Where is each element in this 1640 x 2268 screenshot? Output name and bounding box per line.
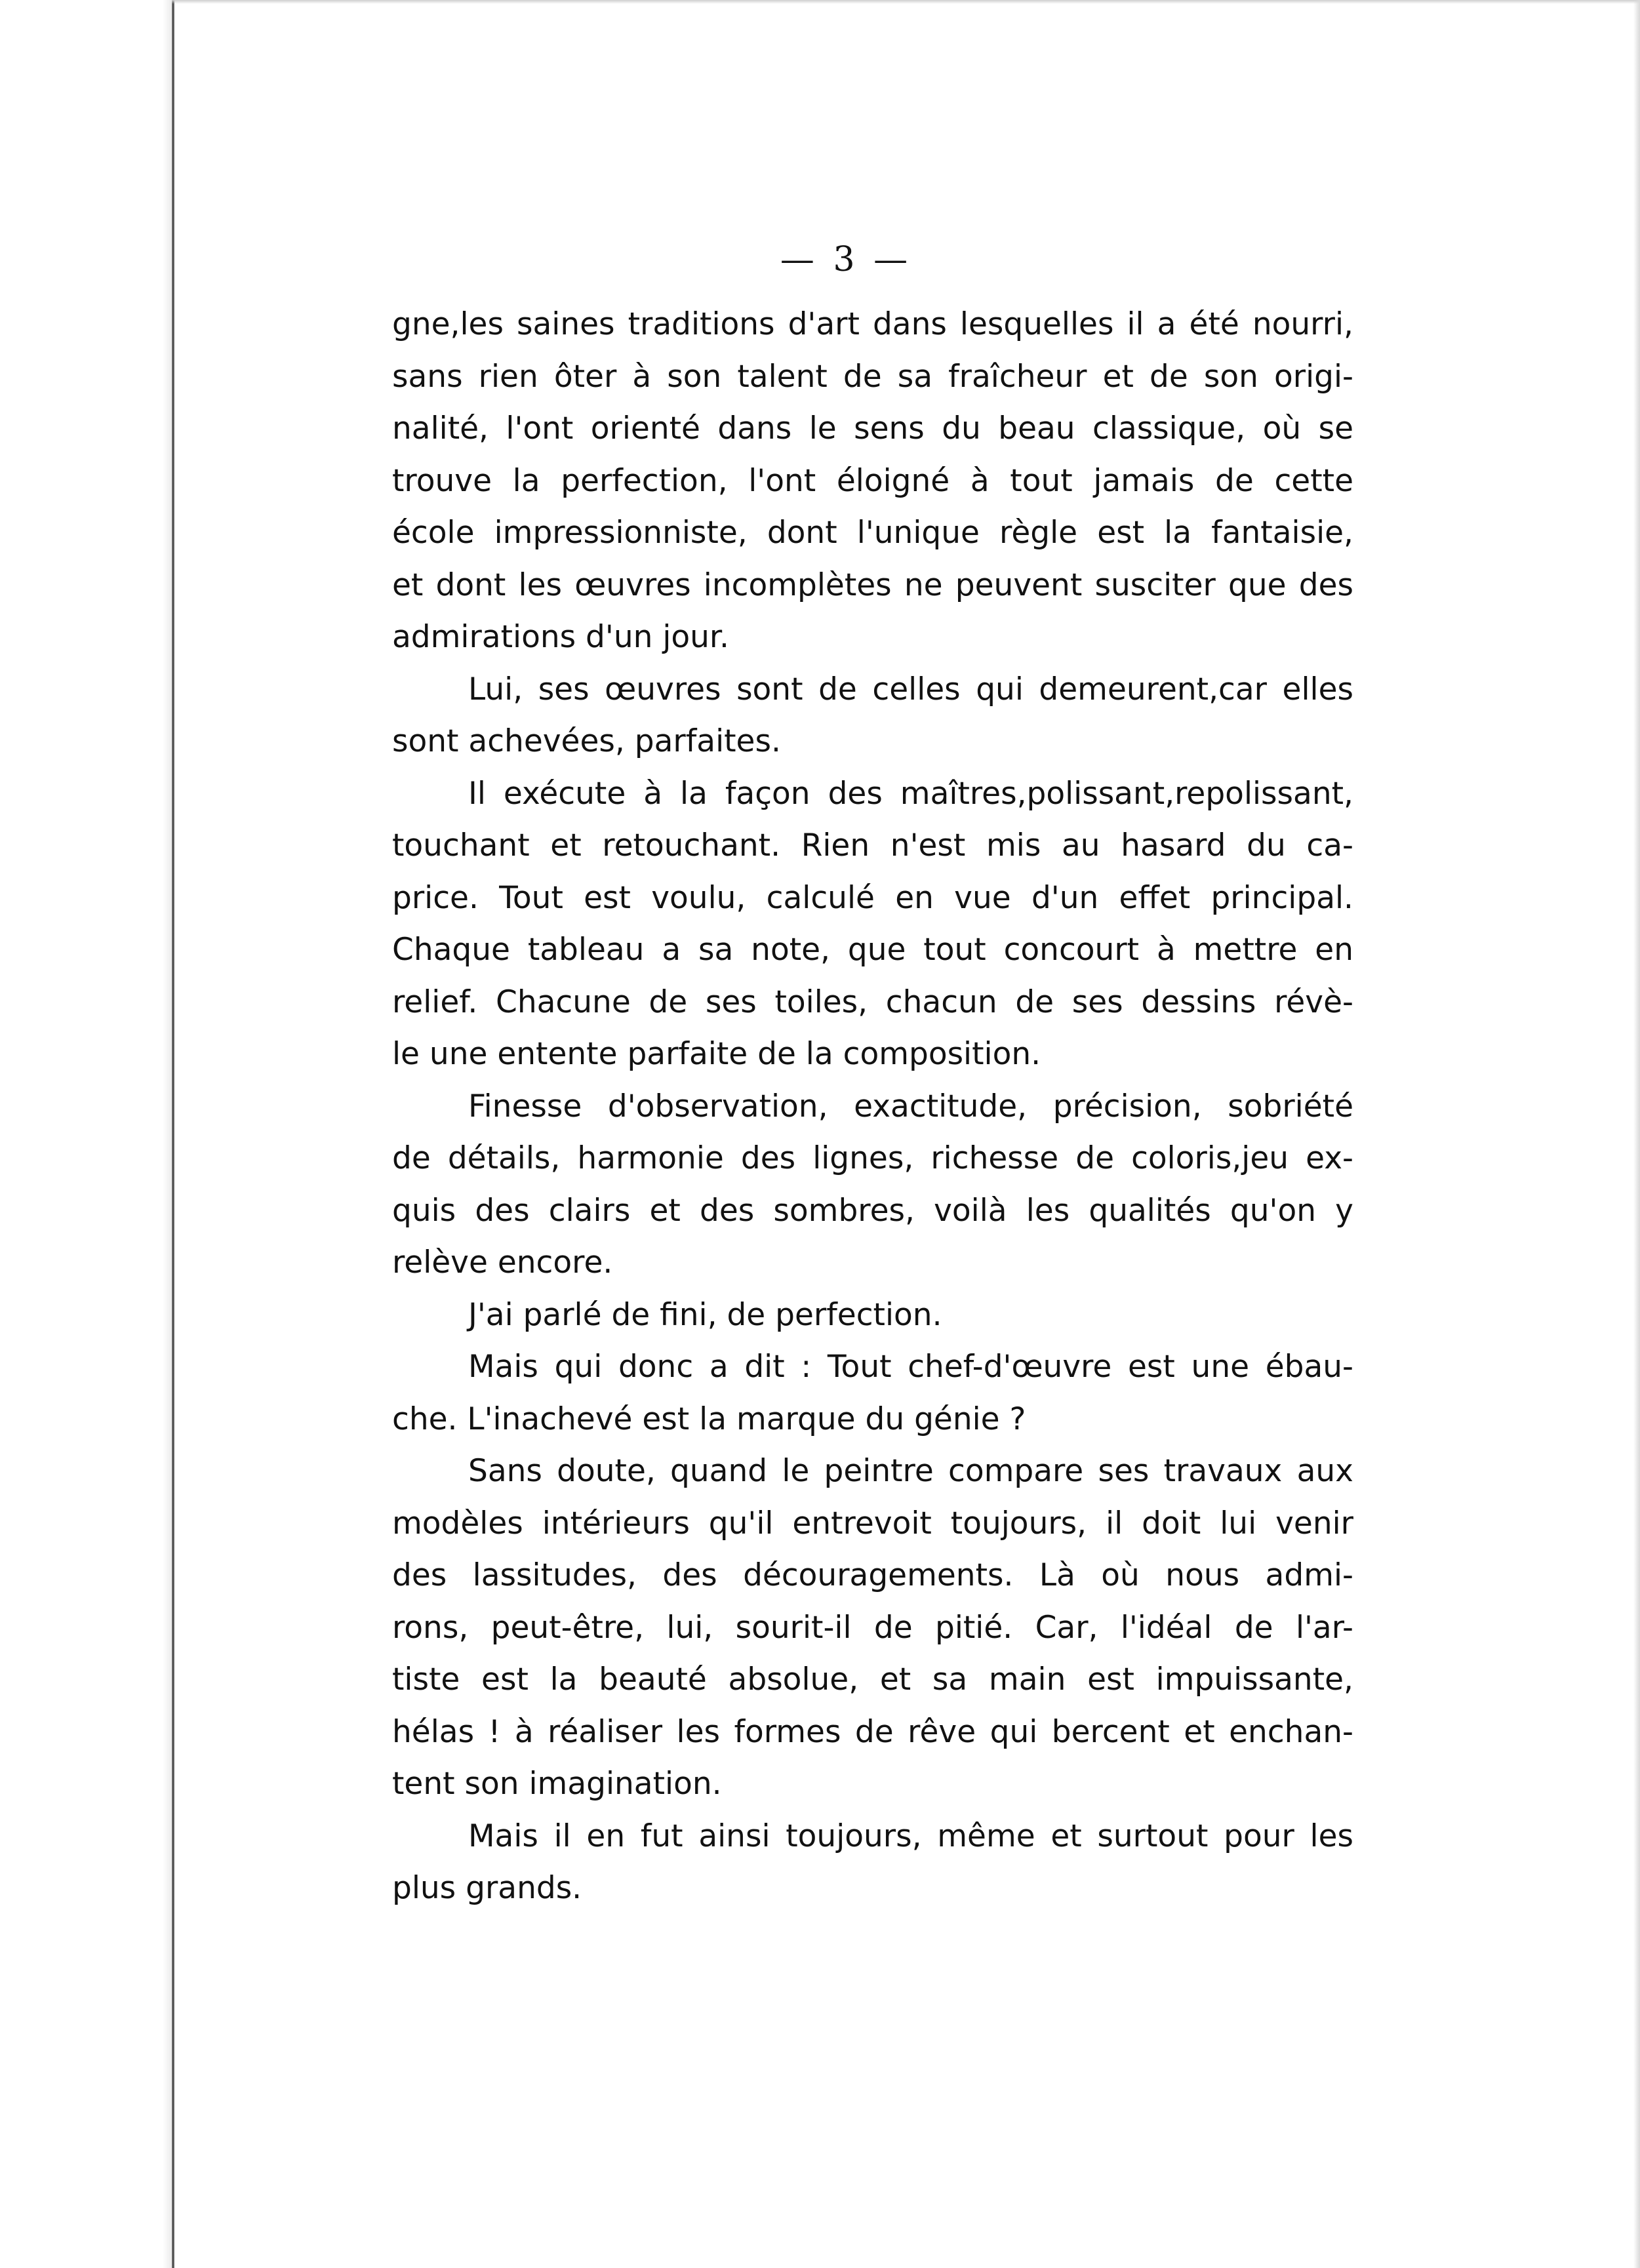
- text-line: Lui, ses œuvres sont de celles qui demeurent,car elles: [468, 671, 1353, 707]
- body-text: [392, 298, 1353, 1915]
- paragraph: [392, 298, 1353, 664]
- right-page-edge: [1633, 0, 1640, 2268]
- text-line: rons, peut-être, lui, sourit-il de pitié. Car, l'idéal de l'ar-: [392, 1609, 1353, 1646]
- text-line: tent son imagination.: [392, 1766, 722, 1802]
- binding-shadow: [163, 0, 172, 2268]
- binding-edge: [172, 0, 174, 2268]
- text-line: Sans doute, quand le peintre compare ses travaux aux: [468, 1453, 1353, 1489]
- text-line: relève encore.: [392, 1244, 613, 1281]
- paragraph: [392, 1289, 1353, 1342]
- text-line: Finesse d'observation, exactitude, précision, sobriété: [468, 1088, 1353, 1124]
- text-line: price. Tout est voulu, calculé en vue d'un effet principal.: [392, 879, 1353, 916]
- text-line: nalité, l'ont orienté dans le sens du beau classique, où se: [392, 410, 1353, 447]
- text-line: Il exécute à la façon des maîtres,polissant,repolissant,: [468, 775, 1353, 812]
- paragraph: [392, 1810, 1353, 1915]
- text-line: le une entente parfaite de la composition.: [392, 1036, 1041, 1072]
- text-line: Chaque tableau a sa note, que tout concourt à mettre en: [392, 932, 1353, 968]
- paragraph: [392, 664, 1353, 768]
- paragraph: [392, 1081, 1353, 1289]
- text-line: modèles intérieurs qu'il entrevoit toujours, il doit lui venir: [392, 1505, 1353, 1542]
- paragraph: [392, 1445, 1353, 1810]
- text-line: J'ai parlé de fini, de perfection.: [468, 1296, 942, 1333]
- page-number: — 3 —: [780, 240, 912, 279]
- text-line: admirations d'un jour.: [392, 619, 729, 655]
- text-line: de détails, harmonie des lignes, richesse de coloris,jeu ex-: [392, 1140, 1353, 1176]
- text-line: école impressionniste, dont l'unique règle est la fantaisie,: [392, 515, 1353, 551]
- text-line: relief. Chacune de ses toiles, chacun de ses dessins révè-: [392, 984, 1353, 1020]
- text-line: sont achevées, parfaites.: [392, 723, 781, 759]
- text-line: tiste est la beauté absolue, et sa main est impuissante,: [392, 1661, 1353, 1698]
- text-line: touchant et retouchant. Rien n'est mis au hasard du ca-: [392, 827, 1353, 864]
- text-line: trouve la perfection, l'ont éloigné à tout jamais de cette: [392, 462, 1353, 499]
- text-line: sans rien ôter à son talent de sa fraîcheur et de son origi-: [392, 358, 1353, 395]
- text-line: quis des clairs et des sombres, voilà les qualités qu'on y: [392, 1192, 1353, 1229]
- text-line: hélas ! à réaliser les formes de rêve qui bercent et enchan-: [392, 1713, 1353, 1750]
- text-line: et dont les œuvres incomplètes ne peuvent susciter que des: [392, 567, 1353, 603]
- paragraph: [392, 768, 1353, 1081]
- text-line: che. L'inachevé est la marque du génie ?: [392, 1401, 1026, 1437]
- text-line: plus grands.: [392, 1870, 582, 1906]
- paragraph: [392, 1341, 1353, 1445]
- text-line: Mais il en fut ainsi toujours, même et surtout pour les: [468, 1818, 1353, 1854]
- text-line: gne,les saines traditions d'art dans lesquelles il a été nourri,: [392, 306, 1353, 342]
- text-line: Mais qui donc a dit : Tout chef-d'œuvre est une ébau-: [468, 1349, 1353, 1385]
- text-line: des lassitudes, des découragements. Là où nous admi-: [392, 1557, 1353, 1593]
- top-page-edge: [172, 0, 1640, 4]
